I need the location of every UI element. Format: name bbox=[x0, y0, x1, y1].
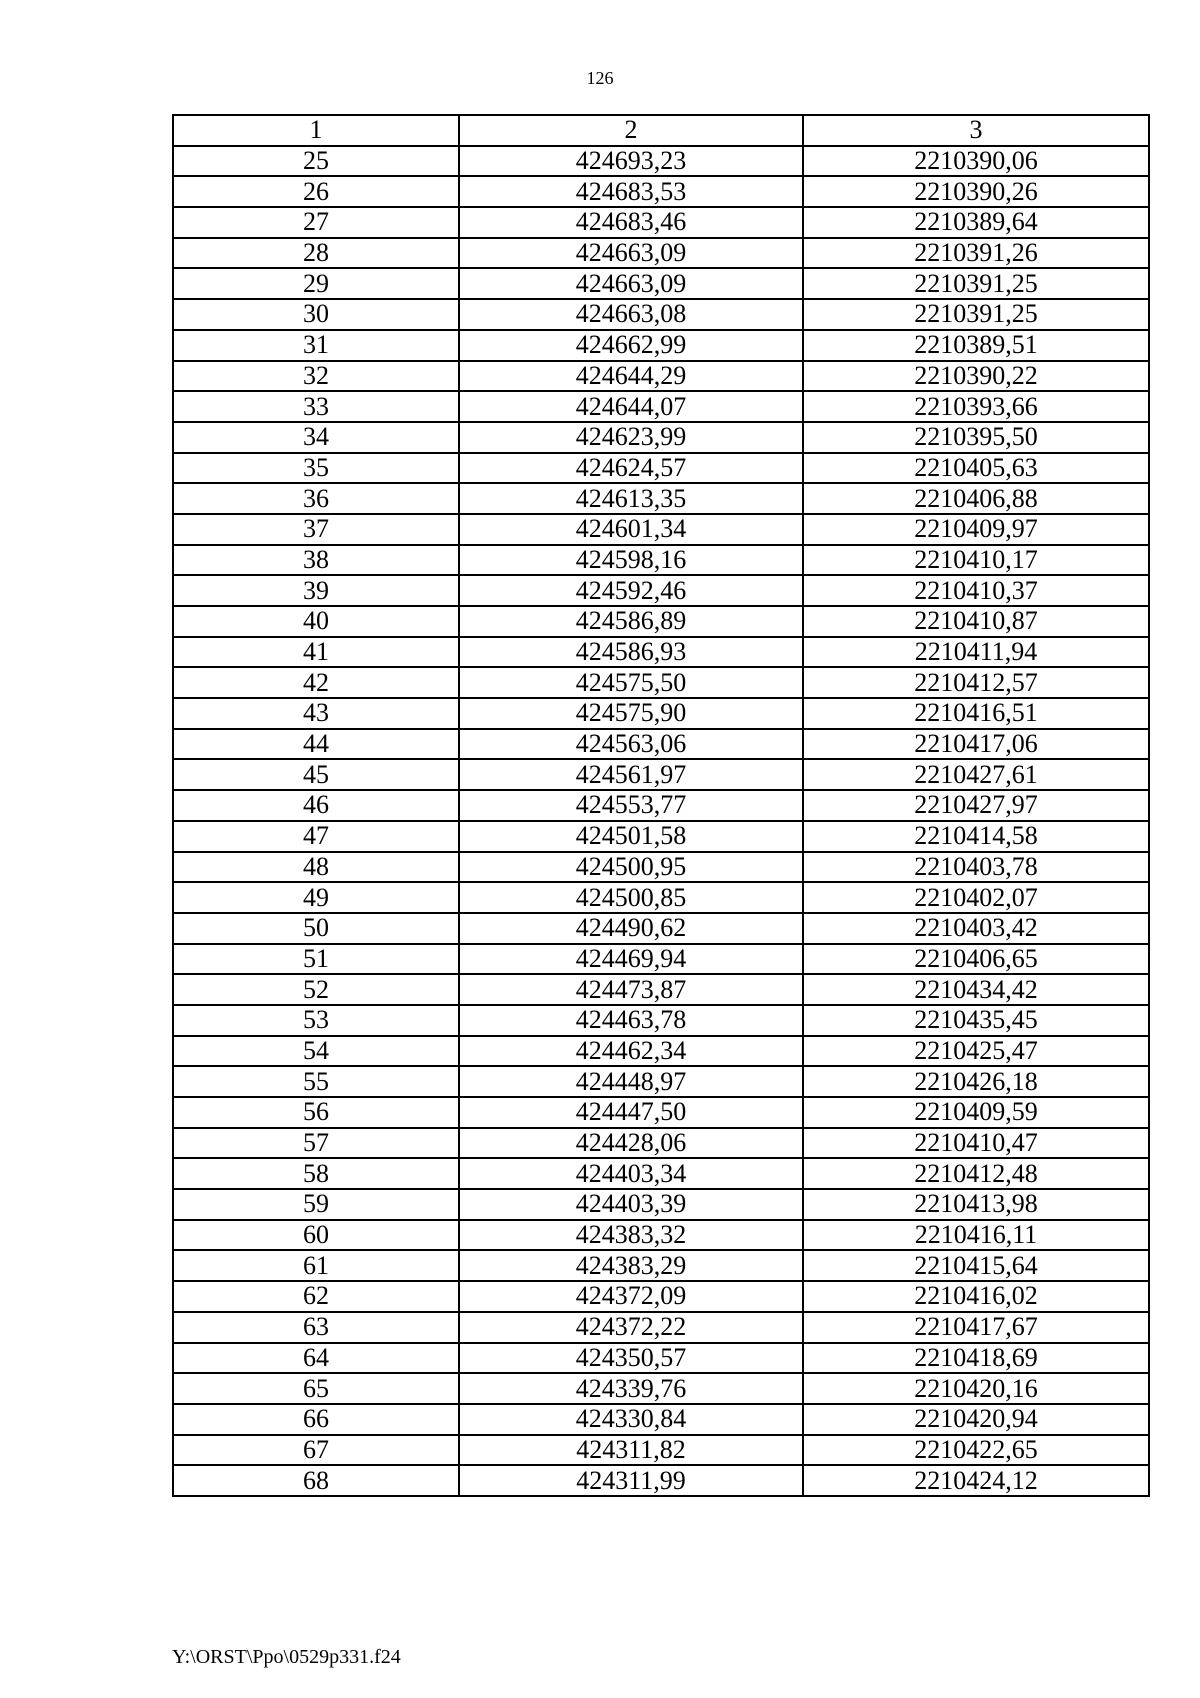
table-row bbox=[173, 667, 1149, 698]
y-coordinate-cell: 2210390,22 bbox=[803, 361, 1149, 392]
table-row bbox=[173, 1250, 1149, 1281]
y-coordinate-cell: 2210416,02 bbox=[803, 1281, 1149, 1312]
y-coordinate-cell: 2210420,16 bbox=[803, 1373, 1149, 1404]
x-coordinate-cell: 424490,62 bbox=[459, 913, 803, 944]
table-header-row bbox=[173, 115, 1149, 146]
point-number-cell: 54 bbox=[173, 1036, 459, 1067]
point-number-cell: 67 bbox=[173, 1435, 459, 1466]
y-coordinate-cell: 2210412,48 bbox=[803, 1158, 1149, 1189]
x-coordinate-cell: 424662,99 bbox=[459, 330, 803, 361]
table-row bbox=[173, 1036, 1149, 1067]
x-coordinate-cell: 424683,53 bbox=[459, 176, 803, 207]
point-number-cell: 30 bbox=[173, 299, 459, 330]
point-number-cell: 35 bbox=[173, 453, 459, 484]
y-coordinate-cell: 2210390,26 bbox=[803, 176, 1149, 207]
column-header-3: 3 bbox=[803, 115, 1149, 146]
x-coordinate-cell: 424447,50 bbox=[459, 1097, 803, 1128]
x-coordinate-cell: 424575,90 bbox=[459, 698, 803, 729]
point-number-cell: 40 bbox=[173, 606, 459, 637]
table-row bbox=[173, 176, 1149, 207]
table-row bbox=[173, 1158, 1149, 1189]
point-number-cell: 28 bbox=[173, 238, 459, 269]
table-row bbox=[173, 391, 1149, 422]
y-coordinate-cell: 2210402,07 bbox=[803, 882, 1149, 913]
point-number-cell: 52 bbox=[173, 974, 459, 1005]
x-coordinate-cell: 424586,93 bbox=[459, 637, 803, 668]
point-number-cell: 45 bbox=[173, 759, 459, 790]
table-row bbox=[173, 1189, 1149, 1220]
x-coordinate-cell: 424383,29 bbox=[459, 1250, 803, 1281]
point-number-cell: 26 bbox=[173, 176, 459, 207]
x-coordinate-cell: 424339,76 bbox=[459, 1373, 803, 1404]
y-coordinate-cell: 2210391,25 bbox=[803, 299, 1149, 330]
table-row bbox=[173, 1404, 1149, 1435]
y-coordinate-cell: 2210403,42 bbox=[803, 913, 1149, 944]
y-coordinate-cell: 2210410,47 bbox=[803, 1128, 1149, 1159]
x-coordinate-cell: 424448,97 bbox=[459, 1066, 803, 1097]
y-coordinate-cell: 2210412,57 bbox=[803, 667, 1149, 698]
table-row bbox=[173, 821, 1149, 852]
point-number-cell: 46 bbox=[173, 790, 459, 821]
table-row bbox=[173, 514, 1149, 545]
coordinate-table bbox=[172, 114, 1150, 1497]
table-row bbox=[173, 882, 1149, 913]
table-row bbox=[173, 1281, 1149, 1312]
point-number-cell: 39 bbox=[173, 575, 459, 606]
column-header-1: 1 bbox=[173, 115, 459, 146]
y-coordinate-cell: 2210391,26 bbox=[803, 238, 1149, 269]
x-coordinate-cell: 424663,08 bbox=[459, 299, 803, 330]
table-row bbox=[173, 944, 1149, 975]
x-coordinate-cell: 424601,34 bbox=[459, 514, 803, 545]
table-row bbox=[173, 790, 1149, 821]
table-row bbox=[173, 268, 1149, 299]
point-number-cell: 29 bbox=[173, 268, 459, 299]
y-coordinate-cell: 2210417,06 bbox=[803, 729, 1149, 760]
table-row bbox=[173, 606, 1149, 637]
y-coordinate-cell: 2210395,50 bbox=[803, 422, 1149, 453]
x-coordinate-cell: 424473,87 bbox=[459, 974, 803, 1005]
y-coordinate-cell: 2210418,69 bbox=[803, 1343, 1149, 1374]
point-number-cell: 59 bbox=[173, 1189, 459, 1220]
y-coordinate-cell: 2210405,63 bbox=[803, 453, 1149, 484]
y-coordinate-cell: 2210414,58 bbox=[803, 821, 1149, 852]
y-coordinate-cell: 2210424,12 bbox=[803, 1465, 1149, 1496]
point-number-cell: 49 bbox=[173, 882, 459, 913]
table-row bbox=[173, 698, 1149, 729]
x-coordinate-cell: 424501,58 bbox=[459, 821, 803, 852]
table-row bbox=[173, 1343, 1149, 1374]
table-row bbox=[173, 1005, 1149, 1036]
y-coordinate-cell: 2210415,64 bbox=[803, 1250, 1149, 1281]
x-coordinate-cell: 424586,89 bbox=[459, 606, 803, 637]
point-number-cell: 34 bbox=[173, 422, 459, 453]
x-coordinate-cell: 424644,29 bbox=[459, 361, 803, 392]
point-number-cell: 42 bbox=[173, 667, 459, 698]
x-coordinate-cell: 424693,23 bbox=[459, 146, 803, 177]
x-coordinate-cell: 424561,97 bbox=[459, 759, 803, 790]
y-coordinate-cell: 2210391,25 bbox=[803, 268, 1149, 299]
table-row bbox=[173, 207, 1149, 238]
table-row bbox=[173, 545, 1149, 576]
point-number-cell: 51 bbox=[173, 944, 459, 975]
table-row bbox=[173, 1435, 1149, 1466]
x-coordinate-cell: 424613,35 bbox=[459, 483, 803, 514]
footer-file-path: Y:\ORST\Ppo\0529p331.f24 bbox=[172, 1646, 401, 1668]
x-coordinate-cell: 424623,99 bbox=[459, 422, 803, 453]
point-number-cell: 63 bbox=[173, 1312, 459, 1343]
table-row bbox=[173, 913, 1149, 944]
table-row bbox=[173, 330, 1149, 361]
x-coordinate-cell: 424462,34 bbox=[459, 1036, 803, 1067]
point-number-cell: 60 bbox=[173, 1220, 459, 1251]
x-coordinate-cell: 424644,07 bbox=[459, 391, 803, 422]
point-number-cell: 25 bbox=[173, 146, 459, 177]
point-number-cell: 38 bbox=[173, 545, 459, 576]
x-coordinate-cell: 424575,50 bbox=[459, 667, 803, 698]
y-coordinate-cell: 2210410,17 bbox=[803, 545, 1149, 576]
y-coordinate-cell: 2210389,64 bbox=[803, 207, 1149, 238]
point-number-cell: 56 bbox=[173, 1097, 459, 1128]
x-coordinate-cell: 424403,39 bbox=[459, 1189, 803, 1220]
table-row bbox=[173, 422, 1149, 453]
table-row bbox=[173, 1066, 1149, 1097]
x-coordinate-cell: 424624,57 bbox=[459, 453, 803, 484]
x-coordinate-cell: 424683,46 bbox=[459, 207, 803, 238]
x-coordinate-cell: 424500,85 bbox=[459, 882, 803, 913]
x-coordinate-cell: 424383,32 bbox=[459, 1220, 803, 1251]
table-row bbox=[173, 361, 1149, 392]
y-coordinate-cell: 2210409,97 bbox=[803, 514, 1149, 545]
y-coordinate-cell: 2210416,51 bbox=[803, 698, 1149, 729]
table-body bbox=[173, 115, 1149, 1496]
x-coordinate-cell: 424463,78 bbox=[459, 1005, 803, 1036]
table-row bbox=[173, 974, 1149, 1005]
table-row bbox=[173, 575, 1149, 606]
point-number-cell: 53 bbox=[173, 1005, 459, 1036]
point-number-cell: 66 bbox=[173, 1404, 459, 1435]
y-coordinate-cell: 2210390,06 bbox=[803, 146, 1149, 177]
y-coordinate-cell: 2210389,51 bbox=[803, 330, 1149, 361]
table-row bbox=[173, 759, 1149, 790]
y-coordinate-cell: 2210393,66 bbox=[803, 391, 1149, 422]
point-number-cell: 33 bbox=[173, 391, 459, 422]
x-coordinate-cell: 424428,06 bbox=[459, 1128, 803, 1159]
y-coordinate-cell: 2210416,11 bbox=[803, 1220, 1149, 1251]
y-coordinate-cell: 2210406,88 bbox=[803, 483, 1149, 514]
point-number-cell: 64 bbox=[173, 1343, 459, 1374]
y-coordinate-cell: 2210435,45 bbox=[803, 1005, 1149, 1036]
point-number-cell: 68 bbox=[173, 1465, 459, 1496]
table-row bbox=[173, 1373, 1149, 1404]
point-number-cell: 43 bbox=[173, 698, 459, 729]
y-coordinate-cell: 2210410,87 bbox=[803, 606, 1149, 637]
point-number-cell: 58 bbox=[173, 1158, 459, 1189]
table-row bbox=[173, 146, 1149, 177]
table-row bbox=[173, 1128, 1149, 1159]
point-number-cell: 41 bbox=[173, 637, 459, 668]
y-coordinate-cell: 2210427,97 bbox=[803, 790, 1149, 821]
table-row bbox=[173, 637, 1149, 668]
point-number-cell: 62 bbox=[173, 1281, 459, 1312]
y-coordinate-cell: 2210420,94 bbox=[803, 1404, 1149, 1435]
point-number-cell: 36 bbox=[173, 483, 459, 514]
y-coordinate-cell: 2210406,65 bbox=[803, 944, 1149, 975]
point-number-cell: 55 bbox=[173, 1066, 459, 1097]
x-coordinate-cell: 424500,95 bbox=[459, 852, 803, 883]
page-number: 126 bbox=[586, 68, 614, 88]
column-header-2: 2 bbox=[459, 115, 803, 146]
point-number-cell: 27 bbox=[173, 207, 459, 238]
y-coordinate-cell: 2210417,67 bbox=[803, 1312, 1149, 1343]
x-coordinate-cell: 424598,16 bbox=[459, 545, 803, 576]
point-number-cell: 48 bbox=[173, 852, 459, 883]
point-number-cell: 44 bbox=[173, 729, 459, 760]
y-coordinate-cell: 2210410,37 bbox=[803, 575, 1149, 606]
y-coordinate-cell: 2210403,78 bbox=[803, 852, 1149, 883]
point-number-cell: 47 bbox=[173, 821, 459, 852]
x-coordinate-cell: 424592,46 bbox=[459, 575, 803, 606]
x-coordinate-cell: 424350,57 bbox=[459, 1343, 803, 1374]
table-row bbox=[173, 299, 1149, 330]
table-row bbox=[173, 852, 1149, 883]
y-coordinate-cell: 2210426,18 bbox=[803, 1066, 1149, 1097]
x-coordinate-cell: 424372,09 bbox=[459, 1281, 803, 1312]
x-coordinate-cell: 424403,34 bbox=[459, 1158, 803, 1189]
x-coordinate-cell: 424311,82 bbox=[459, 1435, 803, 1466]
table-row bbox=[173, 1465, 1149, 1496]
point-number-cell: 65 bbox=[173, 1373, 459, 1404]
x-coordinate-cell: 424469,94 bbox=[459, 944, 803, 975]
point-number-cell: 57 bbox=[173, 1128, 459, 1159]
x-coordinate-cell: 424663,09 bbox=[459, 268, 803, 299]
table-row bbox=[173, 483, 1149, 514]
y-coordinate-cell: 2210413,98 bbox=[803, 1189, 1149, 1220]
table-row bbox=[173, 238, 1149, 269]
x-coordinate-cell: 424372,22 bbox=[459, 1312, 803, 1343]
table-row bbox=[173, 1312, 1149, 1343]
table-row bbox=[173, 453, 1149, 484]
x-coordinate-cell: 424563,06 bbox=[459, 729, 803, 760]
y-coordinate-cell: 2210411,94 bbox=[803, 637, 1149, 668]
x-coordinate-cell: 424330,84 bbox=[459, 1404, 803, 1435]
y-coordinate-cell: 2210434,42 bbox=[803, 974, 1149, 1005]
point-number-cell: 50 bbox=[173, 913, 459, 944]
table-row bbox=[173, 729, 1149, 760]
x-coordinate-cell: 424553,77 bbox=[459, 790, 803, 821]
y-coordinate-cell: 2210422,65 bbox=[803, 1435, 1149, 1466]
x-coordinate-cell: 424311,99 bbox=[459, 1465, 803, 1496]
y-coordinate-cell: 2210409,59 bbox=[803, 1097, 1149, 1128]
y-coordinate-cell: 2210427,61 bbox=[803, 759, 1149, 790]
table-row bbox=[173, 1097, 1149, 1128]
table-row bbox=[173, 1220, 1149, 1251]
point-number-cell: 37 bbox=[173, 514, 459, 545]
point-number-cell: 32 bbox=[173, 361, 459, 392]
point-number-cell: 31 bbox=[173, 330, 459, 361]
x-coordinate-cell: 424663,09 bbox=[459, 238, 803, 269]
point-number-cell: 61 bbox=[173, 1250, 459, 1281]
y-coordinate-cell: 2210425,47 bbox=[803, 1036, 1149, 1067]
